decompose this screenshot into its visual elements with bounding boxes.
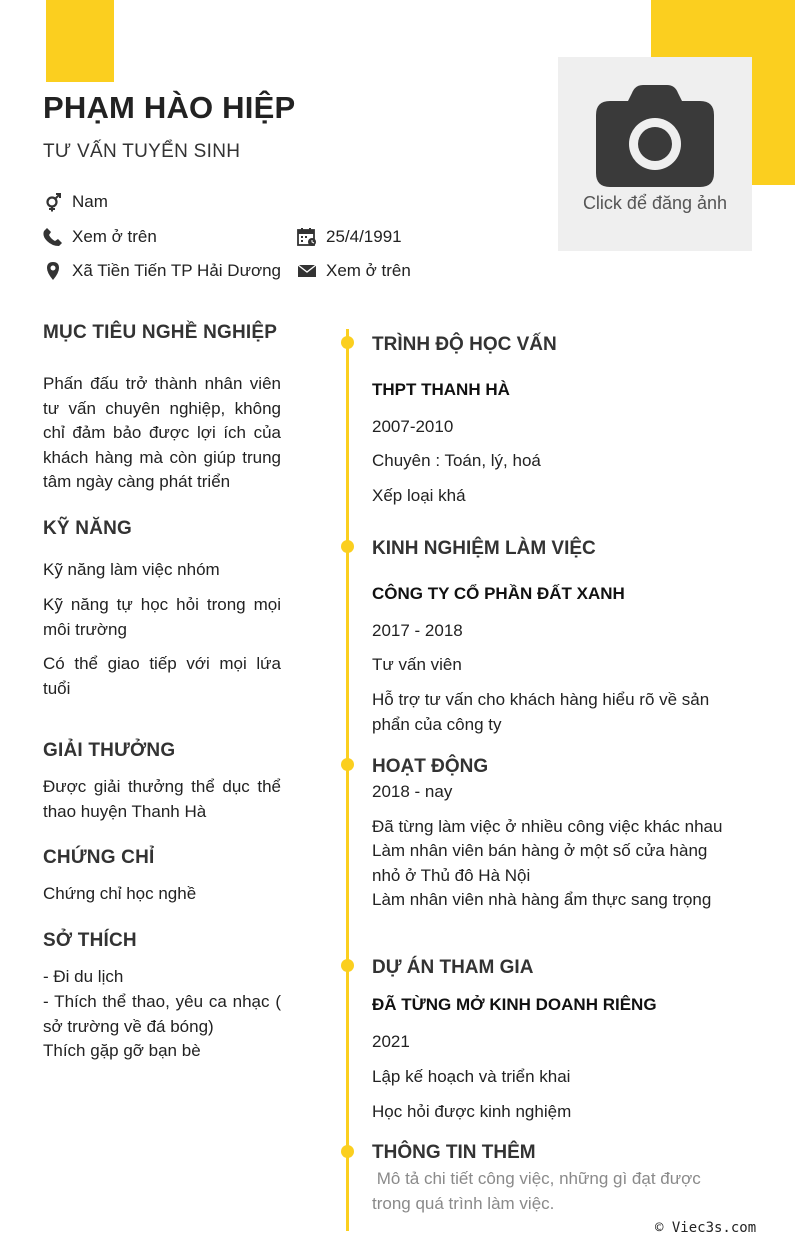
hobbies-title: SỞ THÍCH — [43, 930, 137, 951]
project-year: 2021 — [372, 1032, 410, 1051]
email-value: Xem ở trên — [326, 261, 411, 280]
phone-row — [43, 227, 157, 247]
timeline-dot — [341, 758, 354, 771]
copyright-text: © Viec3s.com — [655, 1220, 757, 1236]
phone-value: Xem ở trên — [72, 227, 157, 246]
timeline-dot — [341, 959, 354, 972]
project-line: Lập kế hoạch và triển khai — [372, 1067, 571, 1086]
address-value: Xã Tiền Tiến TP Hải Dương — [72, 261, 282, 280]
activities-title: HOẠT ĐỘNG — [372, 756, 489, 777]
skill-item: Có thể giao tiếp với mọi lứa tuổi — [43, 654, 281, 698]
more-info-title: THÔNG TIN THÊM — [372, 1142, 536, 1163]
company-name: CÔNG TY CỔ PHẦN ĐẤT XANH — [372, 584, 625, 603]
gender-row — [43, 192, 108, 212]
activity-line: Làm nhân viên nhà hàng ẩm thực sang trọng — [372, 890, 712, 909]
activity-line: Đã từng làm việc ở nhiều công việc khác nhau — [372, 817, 723, 836]
skills-title: KỸ NĂNG — [43, 518, 133, 539]
experience-position: Tư vấn viên — [372, 655, 462, 674]
education-rank: Xếp loại khá — [372, 486, 466, 505]
phone-icon — [43, 227, 63, 247]
birthday-value: 25/4/1991 — [326, 227, 402, 246]
job-title: TƯ VẤN TUYỂN SINH — [43, 141, 241, 162]
candidate-name: PHẠM HÀO HIỆP — [43, 90, 296, 125]
timeline-dot — [341, 540, 354, 553]
decor-block-left — [46, 0, 114, 82]
hobby-line: Thích gặp gỡ bạn bè — [43, 1041, 201, 1060]
skill-item: Kỹ năng tự học hỏi trong mọi môi trường — [43, 595, 281, 639]
education-period: 2007-2010 — [372, 417, 454, 436]
school-name: THPT THANH HÀ — [372, 380, 510, 399]
education-major: Chuyên : Toán, lý, hoá — [372, 451, 541, 470]
experience-description: Hỗ trợ tư vấn cho khách hàng hiểu rõ về sản phẩn của công ty — [372, 690, 710, 734]
objective-title: MỤC TIÊU NGHỀ NGHIỆP — [43, 322, 278, 343]
activity-line: Làm nhân viên bán hàng ở một số cửa hàng nhỏ ở Thủ đô Hà Nội — [372, 841, 708, 885]
timeline-dot — [341, 336, 354, 349]
calendar-icon — [297, 227, 317, 247]
education-title: TRÌNH ĐỘ HỌC VẤN — [372, 334, 557, 355]
skill-item: Kỹ năng làm việc nhóm — [43, 560, 220, 579]
project-line: Học hỏi được kinh nghiệm — [372, 1102, 572, 1121]
location-pin-icon — [43, 261, 63, 281]
email-row — [297, 261, 411, 281]
timeline-dot — [341, 1145, 354, 1158]
envelope-icon — [297, 261, 317, 281]
photo-upload-box[interactable] — [558, 57, 752, 251]
timeline-line — [346, 329, 349, 1231]
project-name: ĐÃ TỪNG MỞ KINH DOANH RIÊNG — [372, 995, 657, 1014]
birthday-row — [297, 227, 402, 247]
hobby-line: - Thích thể thao, yêu ca nhạc ( sở trường về đá bóng) — [43, 992, 281, 1036]
gender-icon — [43, 192, 63, 212]
hobby-line: - Đi du lịch — [43, 967, 124, 986]
photo-upload-label: Click để đăng ảnh — [582, 193, 728, 213]
awards-text: Được giải thưởng thể dục thể thao huyện Thanh Hà — [43, 777, 281, 821]
more-info-text[interactable]: Mô tả chi tiết công việc, những gì đạt được trong quá trình làm việc. — [372, 1169, 706, 1213]
camera-icon — [596, 85, 714, 187]
experience-title: KINH NGHIỆM LÀM VIỆC — [372, 538, 596, 559]
projects-title: DỰ ÁN THAM GIA — [372, 957, 534, 978]
certificates-title: CHỨNG CHỈ — [43, 847, 155, 868]
objective-text: Phấn đấu trở thành nhân viên tư vấn chuyên nghiệp, không chỉ đảm bảo được lợi ích của khách hàng mà còn giúp trung tâm ngày càng phát triển — [43, 374, 281, 491]
awards-title: GIẢI THƯỞNG — [43, 740, 176, 761]
activities-period: 2018 - nay — [372, 782, 453, 801]
experience-period: 2017 - 2018 — [372, 621, 463, 640]
certificates-text: Chứng chỉ học nghề — [43, 884, 197, 903]
address-row — [43, 261, 281, 281]
gender-value: Nam — [72, 192, 108, 211]
